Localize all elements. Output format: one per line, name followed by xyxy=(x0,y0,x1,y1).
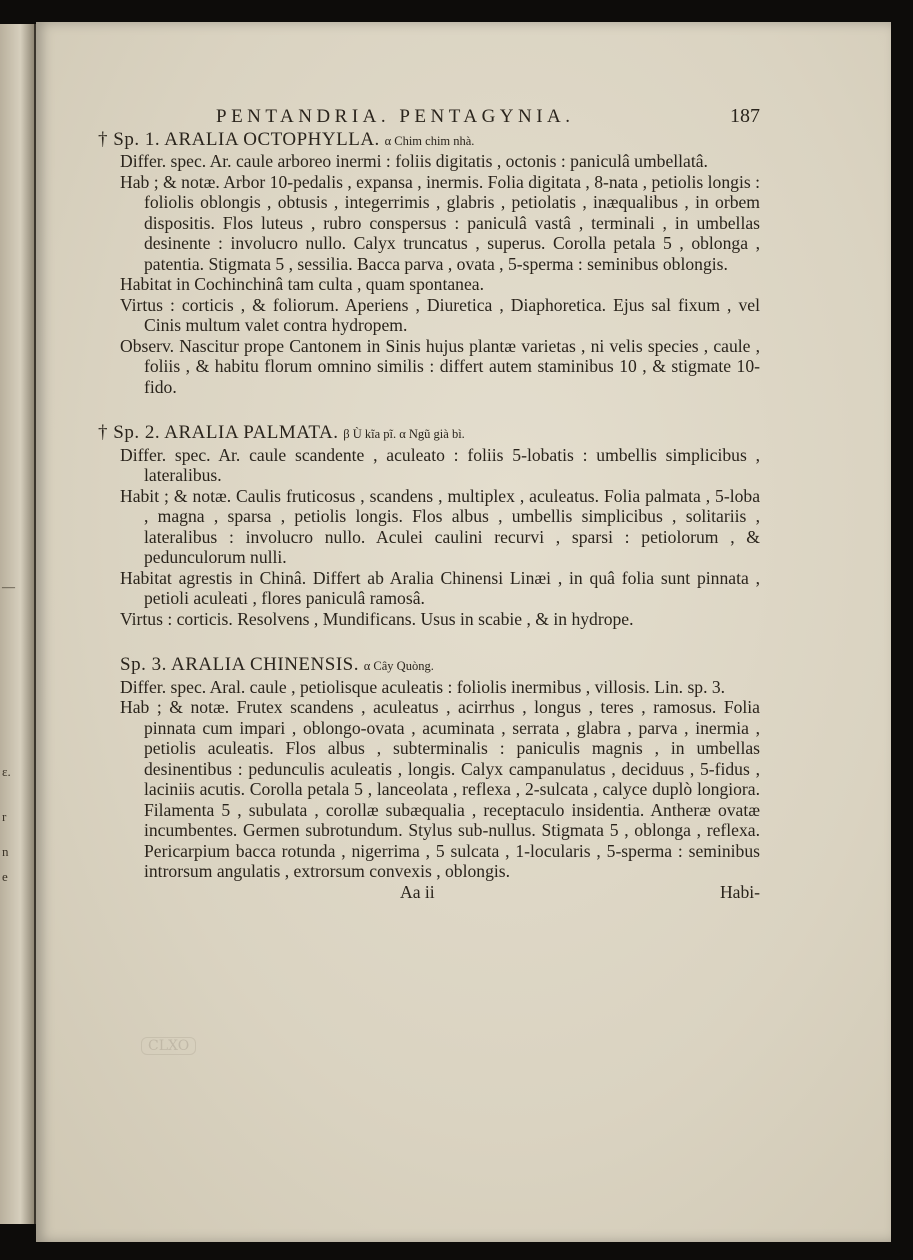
book-page xyxy=(36,22,891,1242)
species-name: † Sp. 2. ARALIA PALMATA. xyxy=(98,422,339,443)
habitus-description: Hab ; & notæ. Arbor 10-pedalis , expansa , inermis. Folia digitata , 8-nata , petiolis longis : foliolis oblongis , obtusis , integerrimis , glabris , petiolatis , inæqualibus , in orbem dispositis. Flos luteus , rubro conspersus : paniculâ vastâ , terminali , in umbellas desinente : involucro nullo. Calyx truncatus , superus. Corolla petala 5 , oblonga , patentia. Stigmata 5 , sessilia. Bacca parva , ovata , 5-sperma : seminibus oblongis. xyxy=(120,171,760,274)
signature-mark: Aa ii xyxy=(400,881,435,902)
observatio: Observ. Nascitur prope Cantonem in Sinis hujus plantæ varietas , ni velis species , caule , foliis , & habitu florum omnino similis : differt autem staminibus 10 , & stigmate 10-fido. xyxy=(120,335,760,397)
species-name: † Sp. 1. ARALIA OCTOPHYLLA. xyxy=(98,128,380,150)
habitus-description: Habit ; & notæ. Caulis fruticosus , scandens , multiplex , aculeatus. Folia palmata , 5-loba , magna , sparsa , petiolis longis. Flos albus , umbellis simplicibus , solitariis , lateralibus : involucro nullo. Aculei caulini recurvi , sparsi : petiolorum , & pedunculorum nulli. xyxy=(120,485,760,567)
running-header xyxy=(120,106,760,128)
vernacular-name: α Chim chim nhà. xyxy=(384,133,475,148)
species-heading xyxy=(98,130,760,152)
habitus-description: Hab ; & notæ. Frutex scandens , aculeatus , acirrhus , longus , teres , ramosus. Folia pinnata cum impari , oblongo-ovata , acuminata , serrata , glabra , parva , inermia , petiolis aculeatis. Flos albus , subterminalis : paniculis magnis , in umbellas desinentibus : pedunculis aculeatis , longis. Calyx campanulatus , deciduus , 5-fidus , laciniis acutis. Corolla petala 5 , lanceolata , reflexa , 2-sulcata , calyce duplò longiora. Filamenta 5 , subulata , corollæ subæqualia , receptaculo insidentia. Antheræ ovatæ incumbentes. Germen subrotundum. Stylus sub-nullus. Stigmata 5 , oblonga , reflexa. Pericarpium bacca rotunda , nigerrima , 5 sulcata , 1-locularis , 5-sperma : seminibus introrsum angulatis , extrorsum convexis , oblongis. xyxy=(120,697,760,881)
differentia: Differ. spec. Ar. caule scandente , aculeato : foliis 5-lobatis : umbellis simplicibus , lateralibus. xyxy=(120,444,760,485)
differentia: Differ. spec. Ar. caule arboreo inermi : foliis digitatis , octonis : paniculâ umbellatâ. xyxy=(120,151,708,171)
virtus: Virtus : corticis. Resolvens , Mundificans. Usus in scabie , & in hydrope. xyxy=(120,608,634,629)
running-title: PENTANDRIA. PENTAGYNIA. xyxy=(216,106,575,127)
habitat: Habitat agrestis in Chinâ. Differt ab Aralia Chinensi Linæi , in quâ folia sunt pinnata , petioli aculeati , flores paniculâ ramosâ. xyxy=(120,567,760,608)
page-footer xyxy=(120,882,760,903)
facing-page-edge: — ɛ. r n e xyxy=(0,24,36,1224)
catchword: Habi- xyxy=(719,881,760,902)
habitat: Habitat in Cochinchinâ tam culta , quam spontanea. xyxy=(120,274,484,294)
page-text xyxy=(98,105,760,902)
vernacular-name: α Cây Quòng. xyxy=(363,659,434,673)
species-name: Sp. 3. ARALIA CHINENSIS. xyxy=(120,654,359,675)
vernacular-name: β Ù kĩa pĩ. α Ngũ già bì. xyxy=(343,427,465,441)
species-heading xyxy=(98,423,760,445)
species-heading xyxy=(120,655,760,677)
virtus: Virtus : corticis , & foliorum. Aperiens , Diuretica , Diaphoretica. Ejus sal fixum , vel Cinis multum valet contra hydropem. xyxy=(120,294,760,335)
library-stamp: CLXO xyxy=(141,1037,196,1055)
page-number: 187 xyxy=(730,105,760,127)
differentia: Differ. spec. Aral. caule , petiolisque aculeatis : foliolis inermibus , villosis. Lin. sp. 3. xyxy=(120,676,726,697)
